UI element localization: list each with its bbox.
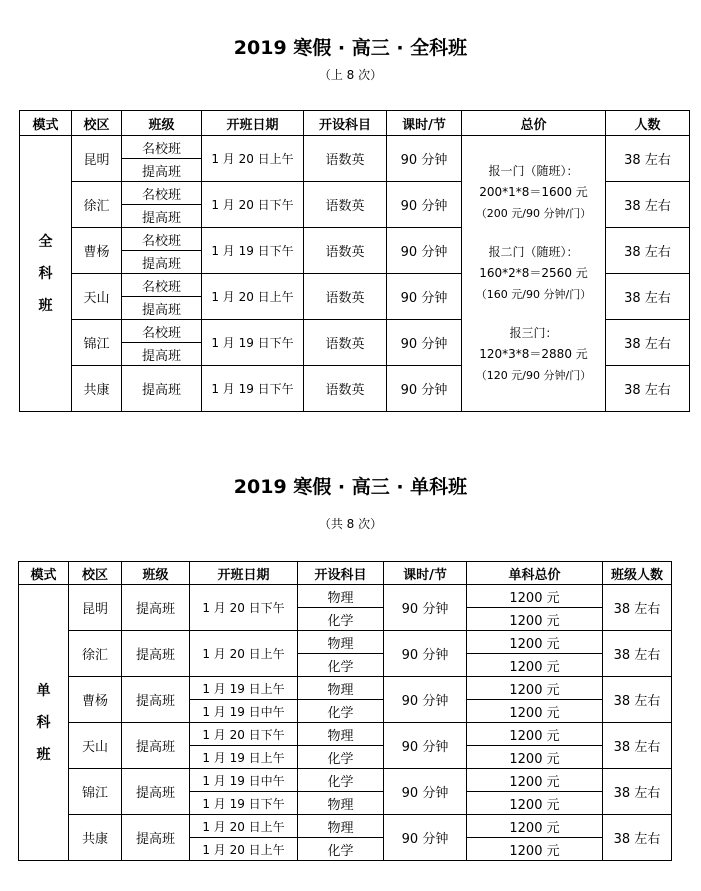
date-cell: 1 月 19 日中午: [190, 769, 298, 792]
subject-cell: 化学: [298, 746, 384, 769]
subject-cell: 物理: [298, 677, 384, 700]
subject-cell: 化学: [298, 608, 384, 631]
hours-cell: 90 分钟: [387, 182, 462, 228]
campus-cell: 曹杨: [72, 228, 122, 274]
date-cell: 1 月 19 日下午: [190, 792, 298, 815]
price-cell: 1200 元: [467, 723, 603, 746]
class-cell: 提高班: [122, 205, 202, 228]
subject-cell: 化学: [298, 700, 384, 723]
campus-cell: 共康: [69, 815, 122, 861]
subjects-cell: 语数英: [304, 274, 387, 320]
class-cell: 名校班: [122, 182, 202, 205]
price-cell: [462, 136, 606, 412]
header-mode: 模式: [20, 111, 72, 136]
full-subject-table: [19, 110, 690, 412]
mode-char: 单: [36, 682, 51, 699]
class-size-cell: 38 左右: [603, 585, 672, 631]
people-cell: 38 左右: [606, 182, 690, 228]
class-cell: 提高班: [122, 159, 202, 182]
subject-cell: 化学: [298, 654, 384, 677]
hours-cell: 90 分钟: [384, 769, 467, 815]
hours-cell: 90 分钟: [387, 366, 462, 412]
mode-char: 班: [38, 297, 53, 314]
price-cell: 1200 元: [467, 608, 603, 631]
campus-cell: 锦江: [69, 769, 122, 815]
date-cell: 1 月 19 日下午: [202, 320, 304, 366]
hours-cell: 90 分钟: [387, 274, 462, 320]
header-class-size: 班级人数: [603, 562, 672, 585]
subject-cell: 物理: [298, 815, 384, 838]
price-note: （120 元/90 分钟/门）: [475, 369, 592, 382]
subject-cell: 物理: [298, 585, 384, 608]
class-cell: 提高班: [122, 723, 190, 769]
class-cell: 提高班: [122, 769, 190, 815]
price-cell: 1200 元: [467, 792, 603, 815]
date-cell: 1 月 19 日下午: [202, 366, 304, 412]
mode-char: 科: [36, 714, 51, 731]
section1-subtitle: （上 8 次）: [318, 68, 383, 82]
price-cell: 1200 元: [467, 631, 603, 654]
class-cell: 提高班: [122, 297, 202, 320]
date-cell: 1 月 19 日上午: [190, 746, 298, 769]
section1-title: 2019 寒假 · 高三 · 全科班: [233, 37, 468, 59]
price-cell: 1200 元: [467, 585, 603, 608]
header-start-date: 开班日期: [190, 562, 298, 585]
class-cell: 名校班: [122, 320, 202, 343]
class-size-cell: 38 左右: [603, 677, 672, 723]
people-cell: 38 左右: [606, 228, 690, 274]
price-cell: 1200 元: [467, 654, 603, 677]
class-cell: 名校班: [122, 228, 202, 251]
price-formula: 160*2*8＝2560 元: [479, 266, 588, 280]
people-cell: 38 左右: [606, 274, 690, 320]
table-row: [19, 631, 672, 654]
header-mode: 模式: [19, 562, 69, 585]
class-cell: 提高班: [122, 631, 190, 677]
price-cell: 1200 元: [467, 769, 603, 792]
class-size-cell: 38 左右: [603, 631, 672, 677]
hours-cell: 90 分钟: [387, 228, 462, 274]
date-cell: 1 月 19 日中午: [190, 700, 298, 723]
price-cell: 1200 元: [467, 746, 603, 769]
table-header-row: [20, 111, 690, 136]
campus-cell: 天山: [69, 723, 122, 769]
price-cell: 1200 元: [467, 700, 603, 723]
section2-subtitle: （共 8 次）: [318, 517, 383, 531]
mode-char: 全: [38, 233, 53, 250]
subjects-cell: 语数英: [304, 136, 387, 182]
campus-cell: 锦江: [72, 320, 122, 366]
subject-cell: 物理: [298, 723, 384, 746]
header-subjects: 开设科目: [304, 111, 387, 136]
date-cell: 1 月 20 日上午: [202, 274, 304, 320]
date-cell: 1 月 19 日下午: [202, 228, 304, 274]
header-hours: 课时/节: [387, 111, 462, 136]
mode-char: 班: [36, 746, 51, 763]
price-option: [462, 161, 605, 224]
section2-title: 2019 寒假 · 高三 · 单科班: [233, 476, 468, 498]
single-subject-table: [18, 561, 672, 861]
campus-cell: 曹杨: [69, 677, 122, 723]
class-cell: 提高班: [122, 343, 202, 366]
price-cell: 1200 元: [467, 815, 603, 838]
price-label: 报二门（随班）：: [488, 245, 579, 259]
date-cell: 1 月 20 日下午: [190, 585, 298, 631]
class-cell: 提高班: [122, 366, 202, 412]
hours-cell: 90 分钟: [384, 631, 467, 677]
subjects-cell: 语数英: [304, 228, 387, 274]
header-class: 班级: [122, 111, 202, 136]
date-cell: 1 月 20 日上午: [202, 136, 304, 182]
campus-cell: 天山: [72, 274, 122, 320]
hours-cell: 90 分钟: [387, 136, 462, 182]
class-cell: 提高班: [122, 815, 190, 861]
class-cell: 提高班: [122, 677, 190, 723]
date-cell: 1 月 20 日下午: [202, 182, 304, 228]
hours-cell: 90 分钟: [384, 677, 467, 723]
class-cell: 提高班: [122, 251, 202, 274]
campus-cell: 共康: [72, 366, 122, 412]
people-cell: 38 左右: [606, 366, 690, 412]
header-hours: 课时/节: [384, 562, 467, 585]
header-total-price: 总价: [462, 111, 606, 136]
date-cell: 1 月 20 日下午: [190, 723, 298, 746]
header-campus: 校区: [72, 111, 122, 136]
mode-cell: [20, 136, 72, 412]
header-campus: 校区: [69, 562, 122, 585]
table-row: [19, 677, 672, 700]
header-subjects: 开设科目: [298, 562, 384, 585]
price-option: [462, 242, 605, 305]
class-size-cell: 38 左右: [603, 815, 672, 861]
date-cell: 1 月 19 日上午: [190, 677, 298, 700]
people-cell: 38 左右: [606, 136, 690, 182]
price-cell: 1200 元: [467, 838, 603, 861]
price-formula: 120*3*8＝2880 元: [479, 347, 588, 361]
price-option: [462, 323, 605, 386]
table-header-row: [19, 562, 672, 585]
people-cell: 38 左右: [606, 320, 690, 366]
price-note: （200 元/90 分钟/门）: [475, 207, 592, 220]
subjects-cell: 语数英: [304, 320, 387, 366]
price-formula: 200*1*8＝1600 元: [479, 185, 588, 199]
hours-cell: 90 分钟: [384, 723, 467, 769]
subjects-cell: 语数英: [304, 366, 387, 412]
header-single-price: 单科总价: [467, 562, 603, 585]
price-label: 报一门（随班）：: [488, 164, 579, 178]
date-cell: 1 月 20 日上午: [190, 631, 298, 677]
class-cell: 名校班: [122, 274, 202, 297]
class-cell: 提高班: [122, 585, 190, 631]
mode-char: 科: [38, 265, 53, 282]
subject-cell: 物理: [298, 792, 384, 815]
date-cell: 1 月 20 日上午: [190, 815, 298, 838]
subject-cell: 化学: [298, 838, 384, 861]
mode-cell: [19, 585, 69, 861]
subjects-cell: 语数英: [304, 182, 387, 228]
hours-cell: 90 分钟: [387, 320, 462, 366]
price-cell: 1200 元: [467, 677, 603, 700]
table-row: [19, 769, 672, 792]
header-start-date: 开班日期: [202, 111, 304, 136]
class-size-cell: 38 左右: [603, 769, 672, 815]
table-row: [19, 815, 672, 838]
subject-cell: 物理: [298, 631, 384, 654]
price-label: 报三门：: [509, 326, 558, 340]
hours-cell: 90 分钟: [384, 585, 467, 631]
class-size-cell: 38 左右: [603, 723, 672, 769]
date-cell: 1 月 20 日上午: [190, 838, 298, 861]
campus-cell: 昆明: [72, 136, 122, 182]
hours-cell: 90 分钟: [384, 815, 467, 861]
campus-cell: 徐汇: [72, 182, 122, 228]
table-row: [19, 723, 672, 746]
campus-cell: 昆明: [69, 585, 122, 631]
header-class: 班级: [122, 562, 190, 585]
table-row: [19, 585, 672, 608]
price-note: （160 元/90 分钟/门）: [475, 288, 592, 301]
class-cell: 名校班: [122, 136, 202, 159]
subject-cell: 化学: [298, 769, 384, 792]
table-row: [20, 136, 690, 159]
header-people: 人数: [606, 111, 690, 136]
campus-cell: 徐汇: [69, 631, 122, 677]
